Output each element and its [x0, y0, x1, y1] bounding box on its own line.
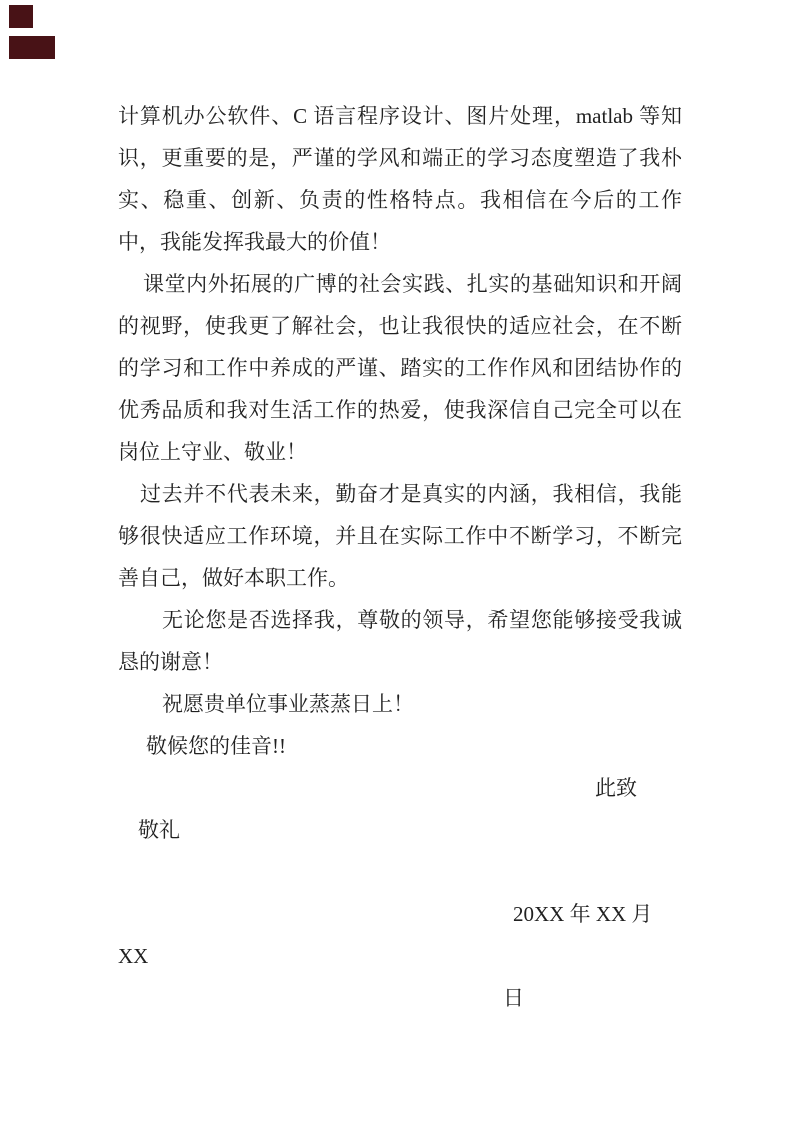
date-line-1: 20XX 年 XX 月 XX	[118, 902, 653, 968]
body-paragraph-practice: 课堂内外拓展的广博的社会实践、扎实的基础知识和开阔的视野，使我更了解社会，也让我很快的适应社会，在不断的学习和工作中养成的严谨、踏实的工作作风和团结协作的优秀品质和我对生活工作的热爱，使我深信自己完全可以在岗位上守业、敬业！	[118, 272, 682, 464]
date-block	[118, 893, 682, 1019]
body-paragraph-wishes: 祝愿贵单位事业蒸蒸日上！	[162, 692, 414, 716]
date-line-2: 日	[503, 986, 524, 1010]
closing-salute: 此致	[595, 776, 637, 800]
corner-stamp-large	[9, 36, 55, 59]
body-paragraph-skills: 计算机办公软件、C 语言程序设计、图片处理，matlab 等知识，更重要的是，严谨的学风和端正的学习态度塑造了我朴实、稳重、创新、负责的性格特点。我相信在今后的工作中，我能发挥我最大的价值！	[118, 104, 682, 254]
body-paragraph-future: 过去并不代表未来，勤奋才是真实的内涵，我相信，我能够很快适应工作环境，并且在实际工作中不断学习，不断完善自己，做好本职工作。	[118, 482, 682, 590]
closing-regards: 敬礼	[138, 818, 180, 842]
corner-stamp-small	[9, 5, 33, 28]
body-paragraph-await-reply: 敬候您的佳音!!	[146, 734, 286, 758]
letter-body	[118, 95, 682, 1019]
body-paragraph-thanks: 无论您是否选择我，尊敬的领导，希望您能够接受我诚恳的谢意！	[118, 608, 682, 674]
